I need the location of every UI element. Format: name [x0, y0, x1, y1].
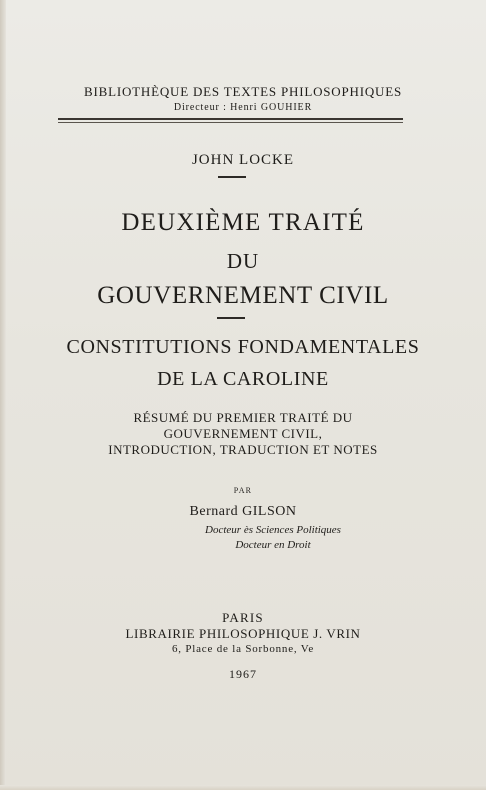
- series-title: BIBLIOTHÈQUE DES TEXTES PHILOSOPHIQUES: [84, 84, 402, 99]
- translator-name: Bernard GILSON: [189, 504, 297, 519]
- publisher-name: LIBRAIRIE PHILOSOPHIQUE J. VRIN: [125, 626, 361, 641]
- author-divider: [218, 176, 246, 178]
- subtitle-line-2: DE LA CAROLINE: [157, 368, 329, 390]
- description-line-2: GOUVERNEMENT CIVIL,: [163, 426, 323, 441]
- description-line-3: INTRODUCTION, TRADUCTION ET NOTES: [108, 442, 378, 457]
- publication-year: 1967: [229, 667, 257, 681]
- header-rule-thin: [58, 122, 403, 123]
- par-label: PAR: [233, 486, 253, 495]
- series-director: Directeur : Henri GOUHIER: [173, 102, 313, 113]
- publisher-address: 6, Place de la Sorbonne, Ve: [171, 643, 315, 655]
- header-rule-thick: [58, 118, 403, 120]
- publisher-city: PARIS: [222, 610, 264, 625]
- subtitle-line-1: CONSTITUTIONS FONDAMENTALES: [66, 336, 420, 358]
- title-divider: [217, 317, 245, 319]
- title-line-2: DU: [226, 249, 260, 273]
- page-bottom-edge: [0, 785, 486, 790]
- translator-credential-1: Docteur ès Sciences Politiques: [205, 524, 341, 536]
- title-line-1: DEUXIÈME TRAITÉ: [121, 209, 365, 236]
- description-line-1: RÉSUMÉ DU PREMIER TRAITÉ DU: [133, 410, 353, 425]
- author-name: JOHN LOCKE: [191, 152, 295, 168]
- title-line-3: GOUVERNEMENT CIVIL: [97, 282, 389, 309]
- translator-credential-2: Docteur en Droit: [235, 539, 311, 551]
